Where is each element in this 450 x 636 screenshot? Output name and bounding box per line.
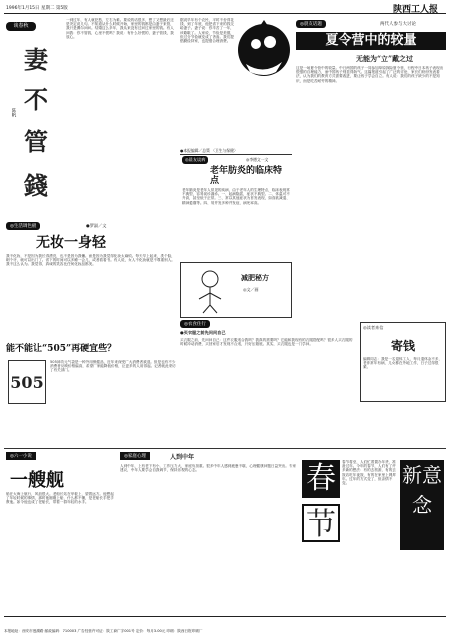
bottom-left-title: 一艘舰 bbox=[10, 470, 64, 491]
right-body: 这是一场夏令营中的较量。中日两国的孩子一同参加草原探险夏令营，行程中日本孩子表现出很强的自理能力，而中国孩子则显得娇气。这篇报道引起了广泛的讨论，家长们纷纷发表看法，认为我们的教育方式需要改进，要让孩子学会自立。有人说：我们的孩子缺少的不是知识，而是吃苦耐劳的精神。 bbox=[296, 66, 444, 83]
bottom-mid-label: ◎家庭心理 bbox=[120, 452, 150, 460]
right-label: ◎晨友话题 bbox=[296, 20, 326, 28]
bottom-right-body: 春节将至，人们忙着置办年货，准备过年。今年的春节，人们有了许多新的想法：有的去旅游，有的去饭店吃年夜饭，有的在家里上网拜年。过年的方式变了，但亲情不变。 bbox=[342, 460, 396, 486]
paper-name: 陕西工人报 bbox=[392, 5, 438, 15]
bottom-left bbox=[6, 452, 116, 612]
clothing-title: ●买衣服之前先问问自己 bbox=[180, 330, 226, 335]
title-char: 管 bbox=[24, 127, 48, 156]
clothing bbox=[180, 320, 358, 440]
author-label: 谈春秋 bbox=[6, 22, 36, 31]
life-col bbox=[6, 222, 176, 340]
health-title: 老年肪炎的临床特点 bbox=[210, 166, 283, 186]
bottom-mid-body: 人到中年，上有老下有小，工作压力大，家庭负担重。很多中年人感到疲惫不堪，心理健康问题日益突出。专家建议，中年人要学会自我调节，保持乐观的心态。 bbox=[120, 464, 297, 473]
column-mid bbox=[180, 18, 236, 146]
bottom-right-title: 新意念 bbox=[400, 460, 444, 550]
big-char-1: 春 bbox=[302, 460, 340, 498]
column-mid-body: 据说早年有个农民，平时不舍得花钱，到了年底，他把省下来的钱交给妻子。妻子说：你辛苦了一年，该歇歇了。人家说，节俭是美德，但过分节俭就变成了吝啬。我们提倡勤俭持家，也提倡合理消费。 bbox=[180, 18, 234, 44]
reader-title: 寄钱 bbox=[391, 339, 416, 353]
title-char: 錢 bbox=[24, 171, 48, 200]
ad505-headline: 能不能让“505”再硬宜些？ bbox=[6, 344, 117, 354]
ad505-logo: 505 bbox=[10, 373, 44, 392]
reader-label: ◎读者来信 bbox=[363, 325, 384, 330]
essay-body: 一到过年，有人就犯愁，左右为难。要说的话很多，想了又想最后还是决定说几句。不知道从什么时候开始，家里的钱都是由妻子来管，我只是偶尔问问。结婚这么多年，我从来没有过问过家里的钱。有人问我：你不管钱，心里不慌吗？我说：有什么好慌的，妻子管钱，我放心。 bbox=[66, 18, 174, 39]
cartoon-sub: ◎文／画 bbox=[243, 287, 259, 292]
right-title: 夏令营中的较量 bbox=[296, 32, 446, 50]
health-byline: ◎李德文一文 bbox=[246, 157, 269, 162]
ad505-logo-box bbox=[8, 360, 46, 404]
health-body: 老年肺炎是老年人常见的疾病，由于老年人的生理特点，临床表现常不典型，容易误诊漏诊。一、起病隐匿，症状不典型。二、体温可不升高，甚至低于正常。三、常以其他症状为首发表现，如食欲减退、精神萎靡等。四、易并发多种并发症，病死率高。 bbox=[182, 188, 290, 205]
reader-body: 编辑同志：我是一名退休工人，每月退休金不多，老伴常年有病，儿女都在外地工作，日子过得很紧。 bbox=[363, 357, 443, 370]
reader-box bbox=[360, 322, 446, 402]
byline: 陈帆 bbox=[11, 108, 16, 117]
bottom-left-label: ◎六一小说 bbox=[6, 452, 36, 460]
life-byline: ●罗淑／文 bbox=[86, 223, 107, 228]
life-body: 我不化妆，不是因为我长得漂亮，也不是因为我懒。而是因为我觉得化妆太麻烦。每天早上起来，洗个脸，刷个牙，就可以出门了。省下的时间可以多睡一会儿，或者看看书。有人说，女人不化妆就是不尊重别人。我不这么认为。我觉得，真诚的笑容比任何化妆品都美。 bbox=[6, 254, 175, 267]
title-char: 妻 bbox=[24, 45, 48, 74]
cartoon-figure-icon bbox=[185, 267, 235, 315]
ad505 bbox=[6, 344, 176, 444]
masthead bbox=[4, 2, 446, 14]
date-line: 1996年1月15日 星期二 第5版 bbox=[6, 6, 68, 11]
life-label: ◎生活调色板 bbox=[6, 222, 40, 230]
clothing-label: ◎衣食住行 bbox=[180, 320, 210, 328]
cartoon bbox=[180, 262, 292, 318]
health-box bbox=[180, 148, 292, 256]
bottom-mid-title: 人到中年 bbox=[170, 454, 195, 461]
cartoon-caption: 减肥秘方 bbox=[241, 274, 269, 282]
column-top-left bbox=[6, 18, 64, 214]
bottom-left-body: 船在大海上航行，风浪很大。老船长站在甲板上，望着远方。他想起了年轻时候的事情，那时他刚刚上船，什么都不懂，是老船长手把手教他。如今他也成了老船长，带着一群年轻的水手。 bbox=[6, 492, 114, 505]
big-char-2: 节 bbox=[302, 504, 340, 542]
bottom-mid bbox=[120, 452, 298, 612]
life-title: 无妆一身轻 bbox=[36, 235, 106, 251]
ad505-body: 505神功元气袋是一种外用保健品，近年来深受广大消费者欢迎。但是也有不少消费者反映价格偏高，希望厂家能降低价格，让更多的人用得起。记者就此采访了有关部门。 bbox=[50, 360, 176, 373]
health-label: ●本报编辑／总策 〈卫生与保健〉 bbox=[180, 148, 292, 155]
right-sub-label: 两代人参与大讨论 bbox=[380, 22, 416, 27]
right-subtitle: 无能为“立”戴之过 bbox=[356, 54, 414, 63]
footer bbox=[4, 616, 446, 633]
health-head-label: ◎晨友谈病 bbox=[182, 156, 208, 164]
title-char: 不 bbox=[24, 85, 48, 114]
right-top bbox=[296, 18, 446, 254]
clothing-body: 买衣服之前，先问问自己：这件衣服适合我吗？我真的需要吗？它能和我现有的衣服搭配吗？很多人买衣服的时候冲动消费，买回家后才发现不合适，只好压箱底。其实，买衣服也是一门学问。 bbox=[180, 338, 353, 347]
bottom-right bbox=[300, 452, 446, 612]
rooster-illustration bbox=[236, 20, 292, 80]
section-divider bbox=[4, 448, 446, 449]
footer-text: 本报地址：西安市莲湖路 邮政编码：710003 广告经营许可证：陕工商广字001号 定价：每月3.00元 印刷：陕西日报印刷厂 bbox=[4, 629, 203, 633]
